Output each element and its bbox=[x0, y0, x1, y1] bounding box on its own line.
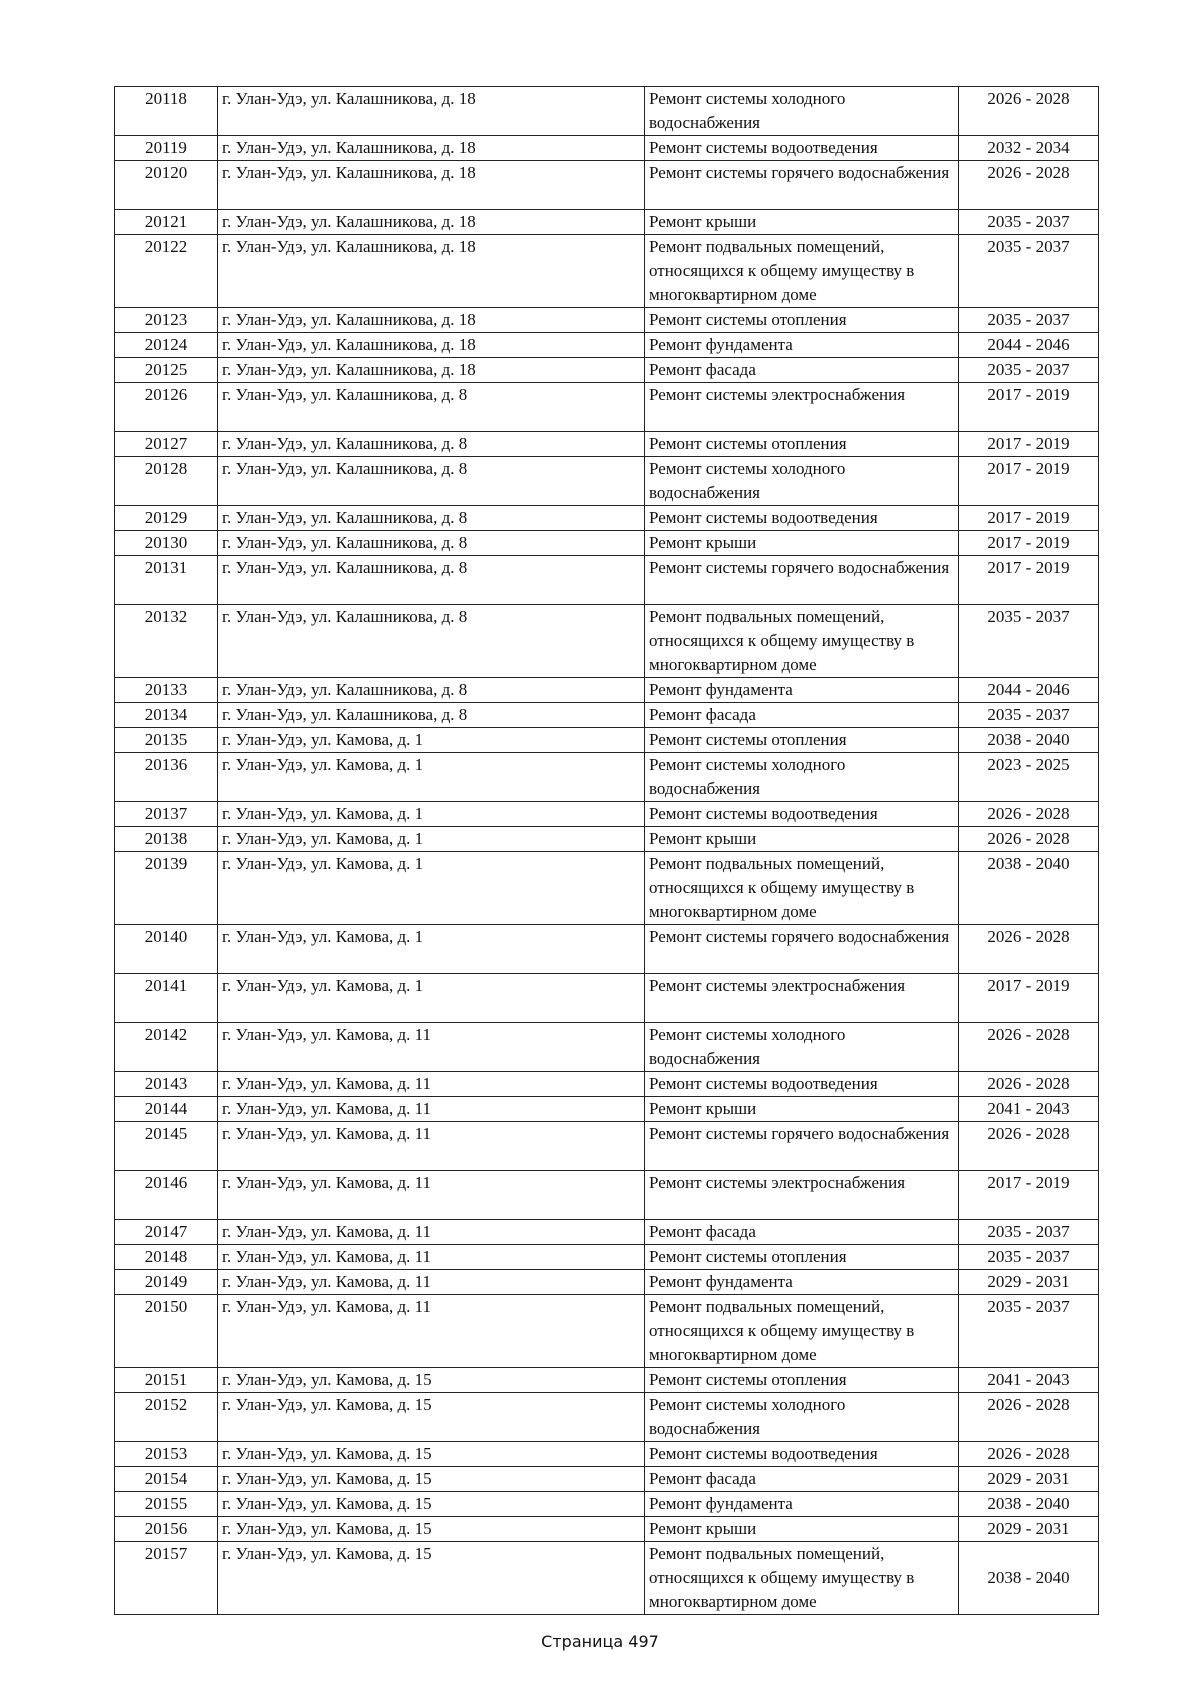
period-cell: 2038 - 2040 bbox=[959, 1492, 1099, 1517]
period-cell: 2044 - 2046 bbox=[959, 333, 1099, 358]
work-type-cell: Ремонт системы отопления bbox=[645, 308, 959, 333]
row-number-cell: 20129 bbox=[115, 506, 218, 531]
work-type-cell: Ремонт подвальных помещений, относящихся к общему имуществу в многоквартирном доме bbox=[645, 1295, 959, 1368]
period-cell: 2017 - 2019 bbox=[959, 432, 1099, 457]
address-cell: г. Улан-Удэ, ул. Камова, д. 1 bbox=[218, 925, 645, 974]
table-row bbox=[115, 1072, 1099, 1097]
address-cell: г. Улан-Удэ, ул. Калашникова, д. 8 bbox=[218, 678, 645, 703]
address-cell: г. Улан-Удэ, ул. Камова, д. 1 bbox=[218, 852, 645, 925]
period-cell: 2035 - 2037 bbox=[959, 358, 1099, 383]
period-cell: 2029 - 2031 bbox=[959, 1467, 1099, 1492]
table-row bbox=[115, 1542, 1099, 1615]
table-row bbox=[115, 333, 1099, 358]
address-cell: г. Улан-Удэ, ул. Калашникова, д. 8 bbox=[218, 605, 645, 678]
work-type-cell: Ремонт системы водоотведения bbox=[645, 1442, 959, 1467]
address-cell: г. Улан-Удэ, ул. Камова, д. 1 bbox=[218, 827, 645, 852]
table-row bbox=[115, 802, 1099, 827]
row-number-cell: 20157 bbox=[115, 1542, 218, 1615]
row-number-cell: 20144 bbox=[115, 1097, 218, 1122]
table-row bbox=[115, 531, 1099, 556]
table-row bbox=[115, 506, 1099, 531]
work-type-cell: Ремонт системы отопления bbox=[645, 728, 959, 753]
table-row bbox=[115, 1097, 1099, 1122]
period-cell: 2026 - 2028 bbox=[959, 1393, 1099, 1442]
table-row bbox=[115, 1295, 1099, 1368]
table-row bbox=[115, 87, 1099, 136]
period-cell: 2026 - 2028 bbox=[959, 1072, 1099, 1097]
period-cell: 2038 - 2040 bbox=[959, 1542, 1099, 1615]
table-row bbox=[115, 210, 1099, 235]
work-type-cell: Ремонт системы холодного водоснабжения bbox=[645, 87, 959, 136]
work-type-cell: Ремонт системы холодного водоснабжения bbox=[645, 457, 959, 506]
period-cell: 2017 - 2019 bbox=[959, 556, 1099, 605]
address-cell: г. Улан-Удэ, ул. Калашникова, д. 18 bbox=[218, 87, 645, 136]
table-row bbox=[115, 308, 1099, 333]
address-cell: г. Улан-Удэ, ул. Калашникова, д. 18 bbox=[218, 235, 645, 308]
period-cell: 2026 - 2028 bbox=[959, 802, 1099, 827]
row-number-cell: 20118 bbox=[115, 87, 218, 136]
work-type-cell: Ремонт фундамента bbox=[645, 1270, 959, 1295]
table-row bbox=[115, 457, 1099, 506]
row-number-cell: 20147 bbox=[115, 1220, 218, 1245]
address-cell: г. Улан-Удэ, ул. Камова, д. 11 bbox=[218, 1245, 645, 1270]
period-cell: 2026 - 2028 bbox=[959, 161, 1099, 210]
table-row bbox=[115, 925, 1099, 974]
period-cell: 2035 - 2037 bbox=[959, 1295, 1099, 1368]
table-row bbox=[115, 136, 1099, 161]
row-number-cell: 20138 bbox=[115, 827, 218, 852]
period-cell: 2026 - 2028 bbox=[959, 1122, 1099, 1171]
period-cell: 2035 - 2037 bbox=[959, 1245, 1099, 1270]
work-type-cell: Ремонт подвальных помещений, относящихся к общему имуществу в многоквартирном доме bbox=[645, 1542, 959, 1615]
period-cell: 2026 - 2028 bbox=[959, 1442, 1099, 1467]
period-cell: 2026 - 2028 bbox=[959, 827, 1099, 852]
period-cell: 2026 - 2028 bbox=[959, 1023, 1099, 1072]
table-row bbox=[115, 974, 1099, 1023]
address-cell: г. Улан-Удэ, ул. Камова, д. 11 bbox=[218, 1171, 645, 1220]
table-row bbox=[115, 1393, 1099, 1442]
period-cell: 2023 - 2025 bbox=[959, 753, 1099, 802]
table-row bbox=[115, 852, 1099, 925]
work-type-cell: Ремонт крыши bbox=[645, 531, 959, 556]
period-cell: 2035 - 2037 bbox=[959, 1220, 1099, 1245]
work-type-cell: Ремонт фасада bbox=[645, 703, 959, 728]
row-number-cell: 20148 bbox=[115, 1245, 218, 1270]
row-number-cell: 20136 bbox=[115, 753, 218, 802]
period-cell: 2035 - 2037 bbox=[959, 235, 1099, 308]
row-number-cell: 20139 bbox=[115, 852, 218, 925]
table-row bbox=[115, 1492, 1099, 1517]
table-row bbox=[115, 1220, 1099, 1245]
row-number-cell: 20124 bbox=[115, 333, 218, 358]
table-row bbox=[115, 1122, 1099, 1171]
work-type-cell: Ремонт системы горячего водоснабжения bbox=[645, 925, 959, 974]
work-type-cell: Ремонт подвальных помещений, относящихся к общему имуществу в многоквартирном доме bbox=[645, 852, 959, 925]
work-type-cell: Ремонт системы водоотведения bbox=[645, 802, 959, 827]
period-cell: 2017 - 2019 bbox=[959, 506, 1099, 531]
address-cell: г. Улан-Удэ, ул. Камова, д. 15 bbox=[218, 1393, 645, 1442]
work-type-cell: Ремонт фундамента bbox=[645, 678, 959, 703]
row-number-cell: 20135 bbox=[115, 728, 218, 753]
period-cell: 2017 - 2019 bbox=[959, 1171, 1099, 1220]
address-cell: г. Улан-Удэ, ул. Камова, д. 15 bbox=[218, 1442, 645, 1467]
address-cell: г. Улан-Удэ, ул. Калашникова, д. 18 bbox=[218, 358, 645, 383]
address-cell: г. Улан-Удэ, ул. Калашникова, д. 8 bbox=[218, 506, 645, 531]
row-number-cell: 20155 bbox=[115, 1492, 218, 1517]
period-cell: 2035 - 2037 bbox=[959, 703, 1099, 728]
row-number-cell: 20154 bbox=[115, 1467, 218, 1492]
period-cell: 2035 - 2037 bbox=[959, 210, 1099, 235]
period-cell: 2017 - 2019 bbox=[959, 457, 1099, 506]
work-type-cell: Ремонт системы отопления bbox=[645, 1245, 959, 1270]
address-cell: г. Улан-Удэ, ул. Калашникова, д. 18 bbox=[218, 333, 645, 358]
page-number: Страница 497 bbox=[541, 1632, 659, 1651]
work-type-cell: Ремонт системы отопления bbox=[645, 1368, 959, 1393]
work-type-cell: Ремонт фундамента bbox=[645, 1492, 959, 1517]
address-cell: г. Улан-Удэ, ул. Камова, д. 11 bbox=[218, 1295, 645, 1368]
table-row bbox=[115, 1442, 1099, 1467]
row-number-cell: 20123 bbox=[115, 308, 218, 333]
period-cell: 2029 - 2031 bbox=[959, 1517, 1099, 1542]
row-number-cell: 20146 bbox=[115, 1171, 218, 1220]
row-number-cell: 20119 bbox=[115, 136, 218, 161]
address-cell: г. Улан-Удэ, ул. Камова, д. 15 bbox=[218, 1467, 645, 1492]
address-cell: г. Улан-Удэ, ул. Калашникова, д. 18 bbox=[218, 210, 645, 235]
row-number-cell: 20128 bbox=[115, 457, 218, 506]
row-number-cell: 20134 bbox=[115, 703, 218, 728]
table-row bbox=[115, 827, 1099, 852]
row-number-cell: 20132 bbox=[115, 605, 218, 678]
table-row bbox=[115, 1270, 1099, 1295]
row-number-cell: 20121 bbox=[115, 210, 218, 235]
address-cell: г. Улан-Удэ, ул. Камова, д. 11 bbox=[218, 1072, 645, 1097]
address-cell: г. Улан-Удэ, ул. Камова, д. 1 bbox=[218, 728, 645, 753]
table-row bbox=[115, 703, 1099, 728]
address-cell: г. Улан-Удэ, ул. Калашникова, д. 8 bbox=[218, 531, 645, 556]
row-number-cell: 20141 bbox=[115, 974, 218, 1023]
row-number-cell: 20140 bbox=[115, 925, 218, 974]
work-type-cell: Ремонт системы водоотведения bbox=[645, 506, 959, 531]
period-cell: 2044 - 2046 bbox=[959, 678, 1099, 703]
table-row bbox=[115, 1171, 1099, 1220]
address-cell: г. Улан-Удэ, ул. Камова, д. 11 bbox=[218, 1122, 645, 1171]
period-cell: 2017 - 2019 bbox=[959, 974, 1099, 1023]
address-cell: г. Улан-Удэ, ул. Калашникова, д. 8 bbox=[218, 432, 645, 457]
work-type-cell: Ремонт системы горячего водоснабжения bbox=[645, 556, 959, 605]
address-cell: г. Улан-Удэ, ул. Камова, д. 15 bbox=[218, 1517, 645, 1542]
period-cell: 2017 - 2019 bbox=[959, 531, 1099, 556]
address-cell: г. Улан-Удэ, ул. Калашникова, д. 18 bbox=[218, 136, 645, 161]
address-cell: г. Улан-Удэ, ул. Калашникова, д. 8 bbox=[218, 383, 645, 432]
row-number-cell: 20122 bbox=[115, 235, 218, 308]
work-type-cell: Ремонт крыши bbox=[645, 210, 959, 235]
address-cell: г. Улан-Удэ, ул. Калашникова, д. 8 bbox=[218, 556, 645, 605]
repair-schedule-table bbox=[114, 86, 1099, 1615]
period-cell: 2041 - 2043 bbox=[959, 1097, 1099, 1122]
address-cell: г. Улан-Удэ, ул. Калашникова, д. 8 bbox=[218, 457, 645, 506]
address-cell: г. Улан-Удэ, ул. Камова, д. 11 bbox=[218, 1023, 645, 1072]
row-number-cell: 20125 bbox=[115, 358, 218, 383]
work-type-cell: Ремонт системы электроснабжения bbox=[645, 1171, 959, 1220]
row-number-cell: 20131 bbox=[115, 556, 218, 605]
work-type-cell: Ремонт системы горячего водоснабжения bbox=[645, 1122, 959, 1171]
work-type-cell: Ремонт подвальных помещений, относящихся к общему имуществу в многоквартирном доме bbox=[645, 605, 959, 678]
row-number-cell: 20130 bbox=[115, 531, 218, 556]
work-type-cell: Ремонт системы холодного водоснабжения bbox=[645, 753, 959, 802]
row-number-cell: 20153 bbox=[115, 1442, 218, 1467]
address-cell: г. Улан-Удэ, ул. Камова, д. 15 bbox=[218, 1368, 645, 1393]
period-cell: 2032 - 2034 bbox=[959, 136, 1099, 161]
work-type-cell: Ремонт крыши bbox=[645, 1517, 959, 1542]
table-row bbox=[115, 753, 1099, 802]
address-cell: г. Улан-Удэ, ул. Калашникова, д. 18 bbox=[218, 161, 645, 210]
period-cell: 2035 - 2037 bbox=[959, 308, 1099, 333]
row-number-cell: 20149 bbox=[115, 1270, 218, 1295]
work-type-cell: Ремонт фасада bbox=[645, 1467, 959, 1492]
period-cell: 2026 - 2028 bbox=[959, 925, 1099, 974]
period-cell: 2038 - 2040 bbox=[959, 852, 1099, 925]
period-cell: 2017 - 2019 bbox=[959, 383, 1099, 432]
table-row bbox=[115, 432, 1099, 457]
table-row bbox=[115, 383, 1099, 432]
address-cell: г. Улан-Удэ, ул. Камова, д. 11 bbox=[218, 1220, 645, 1245]
table-row bbox=[115, 1467, 1099, 1492]
work-type-cell: Ремонт системы холодного водоснабжения bbox=[645, 1393, 959, 1442]
row-number-cell: 20145 bbox=[115, 1122, 218, 1171]
period-cell: 2041 - 2043 bbox=[959, 1368, 1099, 1393]
period-cell: 2026 - 2028 bbox=[959, 87, 1099, 136]
table-row bbox=[115, 1245, 1099, 1270]
table-row bbox=[115, 161, 1099, 210]
period-cell: 2035 - 2037 bbox=[959, 605, 1099, 678]
table-row bbox=[115, 556, 1099, 605]
table-row bbox=[115, 1517, 1099, 1542]
address-cell: г. Улан-Удэ, ул. Калашникова, д. 8 bbox=[218, 703, 645, 728]
address-cell: г. Улан-Удэ, ул. Камова, д. 15 bbox=[218, 1542, 645, 1615]
row-number-cell: 20143 bbox=[115, 1072, 218, 1097]
address-cell: г. Улан-Удэ, ул. Камова, д. 11 bbox=[218, 1097, 645, 1122]
table-row bbox=[115, 235, 1099, 308]
address-cell: г. Улан-Удэ, ул. Камова, д. 11 bbox=[218, 1270, 645, 1295]
row-number-cell: 20150 bbox=[115, 1295, 218, 1368]
address-cell: г. Улан-Удэ, ул. Камова, д. 1 bbox=[218, 974, 645, 1023]
table-row bbox=[115, 605, 1099, 678]
row-number-cell: 20151 bbox=[115, 1368, 218, 1393]
row-number-cell: 20156 bbox=[115, 1517, 218, 1542]
table-body bbox=[115, 87, 1099, 1615]
work-type-cell: Ремонт системы отопления bbox=[645, 432, 959, 457]
row-number-cell: 20127 bbox=[115, 432, 218, 457]
work-type-cell: Ремонт системы горячего водоснабжения bbox=[645, 161, 959, 210]
period-cell: 2038 - 2040 bbox=[959, 728, 1099, 753]
work-type-cell: Ремонт системы водоотведения bbox=[645, 1072, 959, 1097]
address-cell: г. Улан-Удэ, ул. Калашникова, д. 18 bbox=[218, 308, 645, 333]
work-type-cell: Ремонт фасада bbox=[645, 1220, 959, 1245]
work-type-cell: Ремонт системы холодного водоснабжения bbox=[645, 1023, 959, 1072]
table-row bbox=[115, 1368, 1099, 1393]
table-row bbox=[115, 1023, 1099, 1072]
work-type-cell: Ремонт системы водоотведения bbox=[645, 136, 959, 161]
row-number-cell: 20120 bbox=[115, 161, 218, 210]
row-number-cell: 20142 bbox=[115, 1023, 218, 1072]
address-cell: г. Улан-Удэ, ул. Камова, д. 15 bbox=[218, 1492, 645, 1517]
address-cell: г. Улан-Удэ, ул. Камова, д. 1 bbox=[218, 753, 645, 802]
table-row bbox=[115, 358, 1099, 383]
work-type-cell: Ремонт подвальных помещений, относящихся к общему имуществу в многоквартирном доме bbox=[645, 235, 959, 308]
table-row bbox=[115, 678, 1099, 703]
work-type-cell: Ремонт фасада bbox=[645, 358, 959, 383]
work-type-cell: Ремонт крыши bbox=[645, 827, 959, 852]
work-type-cell: Ремонт системы электроснабжения bbox=[645, 974, 959, 1023]
work-type-cell: Ремонт фундамента bbox=[645, 333, 959, 358]
row-number-cell: 20133 bbox=[115, 678, 218, 703]
row-number-cell: 20152 bbox=[115, 1393, 218, 1442]
period-cell: 2029 - 2031 bbox=[959, 1270, 1099, 1295]
row-number-cell: 20126 bbox=[115, 383, 218, 432]
table-row bbox=[115, 728, 1099, 753]
address-cell: г. Улан-Удэ, ул. Камова, д. 1 bbox=[218, 802, 645, 827]
work-type-cell: Ремонт системы электроснабжения bbox=[645, 383, 959, 432]
work-type-cell: Ремонт крыши bbox=[645, 1097, 959, 1122]
row-number-cell: 20137 bbox=[115, 802, 218, 827]
